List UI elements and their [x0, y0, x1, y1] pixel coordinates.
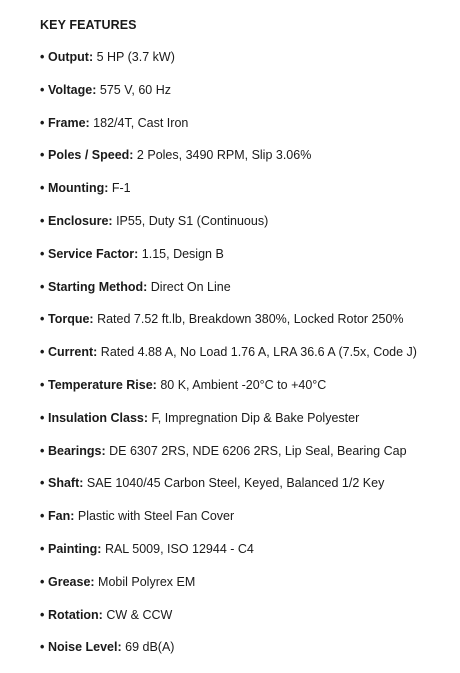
- feature-value: Plastic with Steel Fan Cover: [74, 509, 235, 524]
- feature-value: 1.15, Design B: [138, 246, 224, 261]
- feature-value: Direct On Line: [147, 279, 231, 294]
- bullet: •: [40, 82, 45, 97]
- feature-list: [40, 46, 450, 669]
- feature-item-output: [40, 46, 450, 79]
- feature-item-temperature-rise: [40, 374, 450, 407]
- feature-item-insulation-class: [40, 407, 450, 440]
- feature-label: Starting Method:: [48, 279, 148, 294]
- feature-item-starting-method: [40, 276, 450, 309]
- bullet: •: [40, 115, 45, 130]
- feature-item-current: [40, 341, 450, 374]
- bullet: •: [40, 148, 45, 163]
- bullet: •: [40, 640, 45, 655]
- feature-label: Poles / Speed:: [48, 148, 134, 163]
- feature-item-noise-level: [40, 636, 450, 669]
- feature-label: Enclosure:: [48, 213, 113, 228]
- bullet: •: [40, 312, 45, 327]
- feature-item-enclosure: [40, 210, 450, 243]
- feature-label: Shaft:: [48, 476, 84, 491]
- feature-value: Mobil Polyrex EM: [94, 574, 196, 589]
- bullet: •: [40, 246, 45, 261]
- feature-value: IP55, Duty S1 (Continuous): [112, 213, 269, 228]
- feature-item-painting: [40, 538, 450, 571]
- bullet: •: [40, 476, 45, 491]
- feature-value: F-1: [108, 181, 131, 196]
- feature-label: Rotation:: [48, 607, 103, 622]
- bullet: •: [40, 345, 45, 360]
- feature-item-fan: [40, 505, 450, 538]
- bullet: •: [40, 50, 45, 64]
- feature-value: CW & CCW: [102, 607, 173, 622]
- bullet: •: [40, 443, 45, 458]
- feature-value: Rated 4.88 A, No Load 1.76 A, LRA 36.6 A (7.5x, Code J): [97, 345, 417, 360]
- feature-item-frame: [40, 112, 450, 145]
- section-heading: KEY FEATURES: [40, 18, 137, 32]
- feature-item-voltage: [40, 79, 450, 112]
- feature-item-grease: [40, 571, 450, 604]
- feature-value: DE 6307 2RS, NDE 6206 2RS, Lip Seal, Bearing Cap: [105, 443, 407, 458]
- feature-item-shaft: [40, 472, 450, 505]
- feature-label: Grease:: [48, 574, 95, 589]
- feature-label: Painting:: [48, 541, 102, 556]
- bullet: •: [40, 607, 45, 622]
- feature-value: 182/4T, Cast Iron: [89, 115, 189, 130]
- feature-value: SAE 1040/45 Carbon Steel, Keyed, Balanced 1/2 Key: [83, 476, 385, 491]
- key-features-section: [40, 14, 450, 669]
- bullet: •: [40, 279, 45, 294]
- feature-value: 5 HP (3.7 kW): [93, 50, 175, 64]
- feature-item-rotation: [40, 604, 450, 637]
- feature-label: Current:: [48, 345, 98, 360]
- feature-label: Torque:: [48, 312, 94, 327]
- bullet: •: [40, 410, 45, 425]
- feature-item-service-factor: [40, 243, 450, 276]
- bullet: •: [40, 213, 45, 228]
- feature-value: Rated 7.52 ft.lb, Breakdown 380%, Locked Rotor 250%: [93, 312, 404, 327]
- feature-label: Noise Level:: [48, 640, 122, 655]
- feature-label: Service Factor:: [48, 246, 139, 261]
- feature-value: 575 V, 60 Hz: [96, 82, 171, 97]
- feature-label: Mounting:: [48, 181, 109, 196]
- feature-value: 2 Poles, 3490 RPM, Slip 3.06%: [133, 148, 312, 163]
- feature-label: Frame:: [48, 115, 90, 130]
- feature-item-bearings: [40, 440, 450, 473]
- feature-label: Bearings:: [48, 443, 106, 458]
- feature-label: Temperature Rise:: [48, 377, 157, 392]
- feature-value: 80 K, Ambient -20°C to +40°C: [156, 377, 327, 392]
- feature-item-poles-speed: [40, 144, 450, 177]
- feature-item-mounting: [40, 177, 450, 210]
- bullet: •: [40, 541, 45, 556]
- feature-value: F, Impregnation Dip & Bake Polyester: [148, 410, 360, 425]
- bullet: •: [40, 181, 45, 196]
- feature-item-torque: [40, 308, 450, 341]
- bullet: •: [40, 574, 45, 589]
- feature-label: Insulation Class:: [48, 410, 149, 425]
- feature-value: 69 dB(A): [121, 640, 175, 655]
- feature-label: Voltage:: [48, 82, 97, 97]
- bullet: •: [40, 377, 45, 392]
- feature-label: Fan:: [48, 509, 75, 524]
- feature-label: Output:: [48, 50, 94, 64]
- feature-value: RAL 5009, ISO 12944 - C4: [101, 541, 254, 556]
- bullet: •: [40, 509, 45, 524]
